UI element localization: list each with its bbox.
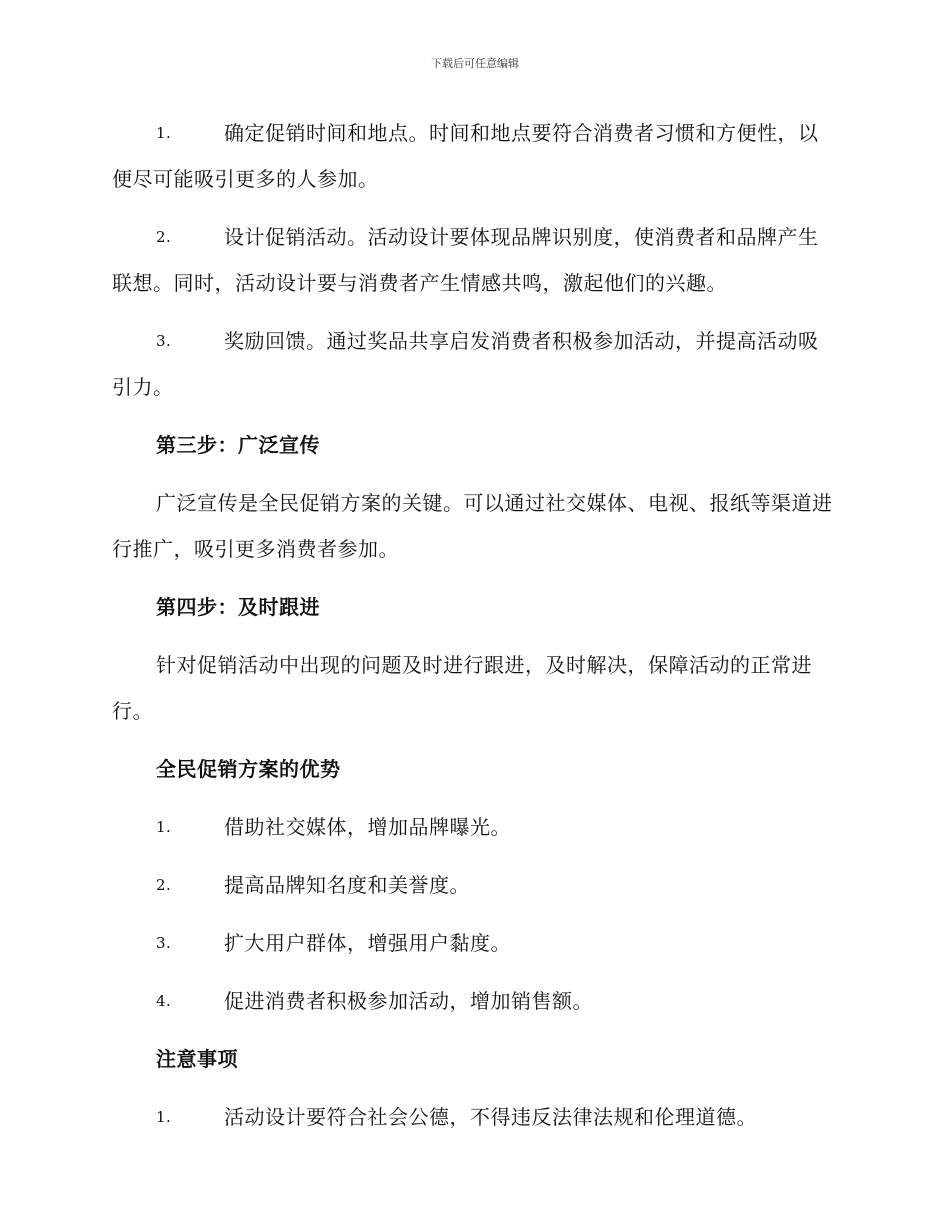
list-number: 1. (156, 124, 172, 142)
list-text: 活动设计要符合社会公德，不得违反法律法规和伦理道德。 (224, 1105, 757, 1129)
list-item (112, 110, 837, 202)
list-item (112, 804, 837, 850)
list-number: 2. (156, 228, 172, 246)
section-heading-advantages: 全民促销方案的优势 (156, 757, 341, 781)
list-item (112, 1094, 837, 1140)
paragraph-step4: 针对促销活动中出现的问题及时进行跟进，及时解决，保障活动的正常进行。 (112, 653, 812, 723)
page-header: 下载后可任意编辑 (431, 57, 519, 70)
list-number: 4. (156, 992, 172, 1010)
list-item (112, 978, 837, 1024)
section-heading-step4: 第四步：及时跟进 (156, 595, 320, 619)
section-heading-notes: 注意事项 (156, 1047, 238, 1071)
list-item (112, 214, 837, 306)
list-number: 1. (156, 1108, 172, 1126)
list-text: 奖励回馈。通过奖品共享启发消费者积极参加活动，并提高活动吸引力。 (112, 329, 819, 399)
list-item (112, 862, 837, 908)
list-number: 3. (156, 934, 172, 952)
list-text: 提高品牌知名度和美誉度。 (224, 873, 470, 897)
paragraph-step3: 广泛宣传是全民促销方案的关键。可以通过社交媒体、电视、报纸等渠道进行推广，吸引更多消费者参加。 (112, 491, 833, 561)
section-heading-step3: 第三步：广泛宣传 (156, 433, 320, 457)
list-text: 扩大用户群体，增强用户黏度。 (224, 931, 511, 955)
list-text: 促进消费者积极参加活动，增加销售额。 (224, 989, 593, 1013)
list-number: 3. (156, 332, 172, 350)
document-body (112, 110, 837, 1152)
list-text: 借助社交媒体，增加品牌曝光。 (224, 815, 511, 839)
list-number: 2. (156, 876, 172, 894)
list-item (112, 318, 837, 410)
list-text: 设计促销活动。活动设计要体现品牌识别度，使消费者和品牌产生联想。同时，活动设计要与消费者产生情感共鸣，激起他们的兴趣。 (112, 225, 819, 295)
list-number: 1. (156, 818, 172, 836)
list-text: 确定促销时间和地点。时间和地点要符合消费者习惯和方便性，以便尽可能吸引更多的人参加。 (112, 121, 819, 191)
list-item (112, 920, 837, 966)
